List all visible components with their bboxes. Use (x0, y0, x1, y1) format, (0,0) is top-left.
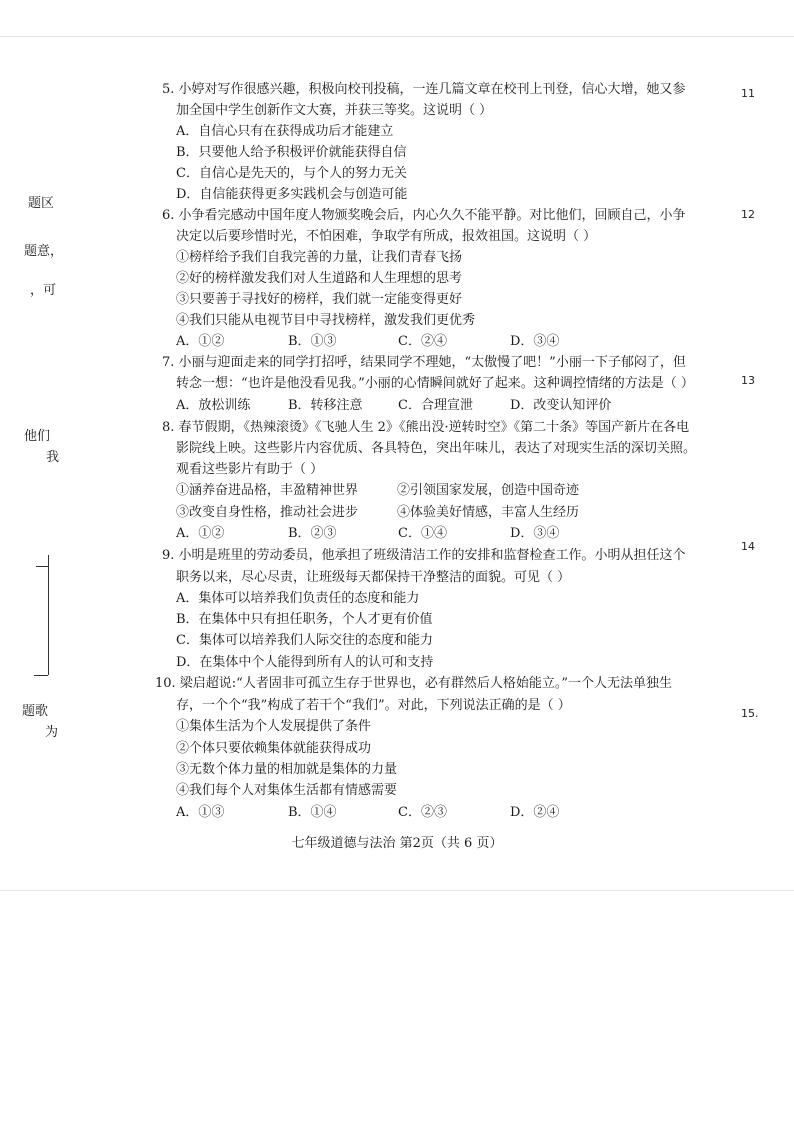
option-b: B．①④ (288, 805, 337, 820)
margin-fragment: 题歌 (22, 704, 49, 719)
question-8-stem: 影院线上映。这些影片内容优质、各具特色，突出年味儿，表达了对现实生活的深切关照。 (176, 441, 697, 456)
option-c: C．②④ (398, 334, 447, 349)
margin-fragment: 他们 (24, 429, 51, 444)
margin-number: 15. (741, 707, 759, 720)
question-10-options (176, 804, 560, 822)
margin-fragment: 我 (46, 450, 60, 465)
question-9-stem: 职务以来，尽心尽责，让班级每天都保持干净整洁的面貌。可见（ ） (176, 570, 571, 585)
question-9-option: D．在集体中个人能得到所有人的认可和支持 (176, 655, 434, 670)
question-6-stem: 决定以后要珍惜时光，不怕困难，争取学有所成，报效祖国。这说明（ ） (176, 229, 597, 244)
margin-bracket (43, 555, 49, 675)
question-10-item: ③无数个体力量的相加就是集体的力量 (176, 762, 398, 777)
option-b: B．①③ (288, 334, 337, 349)
question-5-option: B．只要他人给予积极评价就能获得自信 (176, 145, 407, 160)
question-6-item: ③只要善于寻找好的榜样，我们就一定能变得更好 (176, 292, 463, 307)
option-c: C．合理宣泄 (398, 398, 473, 413)
margin-fragment: 为 (45, 725, 59, 740)
question-8-item: ②引领国家发展，创造中国奇迹 (397, 483, 580, 498)
question-8-item: ④体验美好情感，丰富人生经历 (397, 505, 580, 520)
question-9-option: B．在集体中只有担任职务，个人才更有价值 (176, 612, 433, 627)
option-a: A．①② (176, 334, 225, 349)
question-5-stem: 5. 小婷对写作很感兴趣，积极向校刊投稿，一连几篇文章在校刊上刊登，信心大增，她又参 (162, 82, 686, 97)
margin-fragment: ，可 (30, 283, 57, 298)
margin-number: 11 (741, 87, 755, 100)
option-d: D．③④ (510, 334, 560, 349)
option-b: B．②③ (288, 526, 337, 541)
question-8-stem: 8. 春节假期，《热辣滚烫》《飞驰人生 2》《熊出没·逆转时空》《第二十条》等国产新片在各电 (162, 420, 690, 435)
margin-fragment: 题区 (28, 196, 55, 211)
option-d: D．③④ (510, 526, 560, 541)
question-6-options (176, 333, 560, 351)
option-d: D．改变认知评价 (510, 398, 612, 413)
option-b: B．转移注意 (288, 398, 363, 413)
question-7-options (176, 397, 616, 415)
question-9-option: A．集体可以培养我们负责任的态度和能力 (176, 591, 420, 606)
margin-fragment: 题意， (24, 244, 64, 259)
question-10-stem: 10. 梁启超说:“人者固非可孤立生存于世界也，必有群然后人格始能立。”一个人无法单独生 (155, 676, 672, 691)
margin-number: 13 (741, 374, 755, 387)
question-8-stem: 观看这些影片有助于（ ） (176, 462, 324, 477)
option-a: A．①② (176, 526, 225, 541)
question-5-option: C．自信心是先天的，与个人的努力无关 (176, 166, 407, 181)
question-10-item: ④我们每个人对集体生活都有情感需要 (176, 783, 398, 798)
question-5-option: D．自信能获得更多实践机会与创造可能 (176, 187, 408, 202)
option-c: C．①④ (398, 526, 447, 541)
scan-edge-bottom (0, 890, 794, 891)
margin-line (34, 675, 48, 676)
question-7-stem: 转念一想：“也许是他没看见我。”小丽的心情瞬间就好了起来。这种调控情绪的方法是（ ） (176, 376, 694, 391)
question-8-options (176, 525, 560, 543)
question-8-item: ①涵养奋进品格，丰盈精神世界 (176, 483, 359, 498)
question-6-item: ②好的榜样激发我们对人生道路和人生理想的思考 (176, 271, 463, 286)
option-d: D．②④ (510, 805, 560, 820)
question-5-stem: 加全国中学生创新作文大赛，并获三等奖。这说明（ ） (176, 103, 493, 118)
scan-edge-top (0, 36, 794, 37)
option-c: C．②③ (398, 805, 447, 820)
question-9-option: C．集体可以培养我们人际交往的态度和能力 (176, 633, 433, 648)
question-10-item: ②个体只要依赖集体就能获得成功 (176, 741, 372, 756)
question-5-option: A．自信心只有在获得成功后才能建立 (176, 124, 394, 139)
question-6-item: ④我们只能从电视节目中寻找榜样，激发我们更优秀 (176, 313, 476, 328)
question-10-stem: 存，一个个“我”构成了若干个“我们”。对此，下列说法正确的是（ ） (176, 698, 571, 713)
question-9-stem: 9. 小明是班里的劳动委员，他承担了班级清洁工作的安排和监督检查工作。小明从担任这个 (162, 548, 686, 563)
question-7-stem: 7. 小丽与迎面走来的同学打招呼，结果同学不理她，“太傲慢了吧！”小丽一下子郁闷了，但 (162, 355, 686, 370)
margin-number: 14 (741, 540, 755, 553)
margin-number: 12 (741, 208, 755, 221)
question-6-item: ①榜样给予我们自我完善的力量，让我们青春飞扬 (176, 250, 463, 265)
question-10-item: ①集体生活为个人发展提供了条件 (176, 719, 372, 734)
page-footer: 七年级道德与法治 第2页（共 6 页） (291, 836, 503, 851)
question-6-stem: 6. 小争看完感动中国年度人物颁奖晚会后，内心久久不能平静。对比他们，回顾自己，小争 (162, 208, 686, 223)
option-a: A．放松训练 (176, 398, 251, 413)
option-a: A．①③ (176, 805, 225, 820)
question-8-item: ③改变自身性格，推动社会进步 (176, 505, 359, 520)
